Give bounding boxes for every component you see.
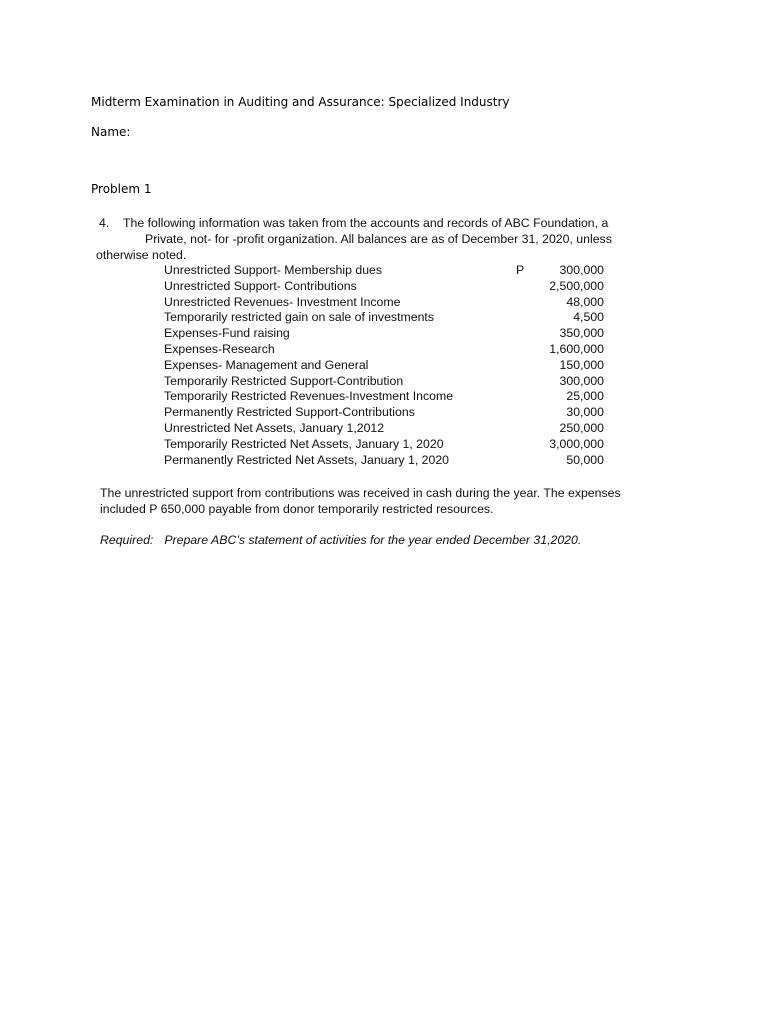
- list-item: [164, 453, 604, 469]
- list-item: [164, 342, 604, 358]
- list-item: [164, 279, 604, 295]
- account-label: Permanently Restricted Support-Contributions: [164, 405, 415, 420]
- note-line-1: The unrestricted support from contributions was received in cash during the year. The expenses: [100, 486, 621, 500]
- account-amount: 300,000: [559, 373, 604, 388]
- list-item: [164, 295, 604, 311]
- account-amount: 150,000: [559, 357, 604, 372]
- account-amount: 50,000: [566, 452, 604, 467]
- account-balance-list: [164, 263, 604, 468]
- account-amount: 300,000: [559, 263, 604, 277]
- name-label: Name:: [91, 125, 131, 139]
- account-label: Unrestricted Revenues- Investment Income: [164, 294, 401, 309]
- document-title: Midterm Examination in Auditing and Assurance: Specialized Industry: [91, 95, 510, 109]
- list-item: [164, 405, 604, 421]
- list-item: [164, 310, 604, 326]
- account-amount: 3,000,000: [549, 436, 604, 451]
- problem-intro-line-3: otherwise noted.: [96, 248, 187, 262]
- account-label: Unrestricted Net Assets, January 1,2012: [164, 420, 385, 435]
- list-item: [164, 374, 604, 390]
- account-label: Temporarily Restricted Revenues-Investment Income: [164, 389, 454, 404]
- account-label: Expenses- Management and General: [164, 357, 369, 372]
- account-label: Temporarily Restricted Net Assets, January 1, 2020: [164, 436, 444, 451]
- account-amount: 250,000: [559, 420, 604, 435]
- list-item: [164, 389, 604, 405]
- account-label: Temporarily Restricted Support-Contribution: [164, 373, 404, 388]
- account-label: Expenses-Fund raising: [164, 326, 290, 341]
- account-amount: 2,500,000: [549, 278, 604, 293]
- note-line-2: included P 650,000 payable from donor temporarily restricted resources.: [100, 502, 494, 516]
- list-item: [164, 263, 604, 279]
- list-item: [164, 358, 604, 374]
- account-amount: 1,600,000: [549, 341, 604, 356]
- problem-intro-line-1: [99, 215, 608, 231]
- currency-symbol: P: [516, 263, 525, 277]
- account-amount: 48,000: [566, 294, 604, 309]
- account-amount: 4,500: [573, 310, 604, 325]
- account-label: Unrestricted Support- Contributions: [164, 278, 357, 293]
- account-amount: 30,000: [566, 405, 604, 420]
- account-amount: 350,000: [559, 326, 604, 341]
- account-label: Temporarily restricted gain on sale of investments: [164, 310, 434, 325]
- required-instruction: [100, 532, 581, 548]
- list-item: [164, 421, 604, 437]
- problem-intro-line-2: Private, not- for -profit organization. All balances are as of December 31, 2020, unless: [145, 232, 612, 246]
- account-label: Expenses-Research: [164, 341, 275, 356]
- required-text: Prepare ABC’s statement of activities for the year ended December 31,2020.: [164, 533, 582, 547]
- account-label: Permanently Restricted Net Assets, January 1, 2020: [164, 452, 450, 467]
- required-label: Required:: [100, 533, 154, 547]
- intro-text-1: The following information was taken from the accounts and records of ABC Foundation, a: [123, 216, 609, 230]
- account-amount: 25,000: [566, 389, 604, 404]
- problem-number: 4.: [99, 216, 110, 230]
- problem-label: Problem 1: [91, 182, 152, 196]
- account-label: Unrestricted Support- Membership dues: [164, 263, 383, 277]
- list-item: [164, 437, 604, 453]
- list-item: [164, 326, 604, 342]
